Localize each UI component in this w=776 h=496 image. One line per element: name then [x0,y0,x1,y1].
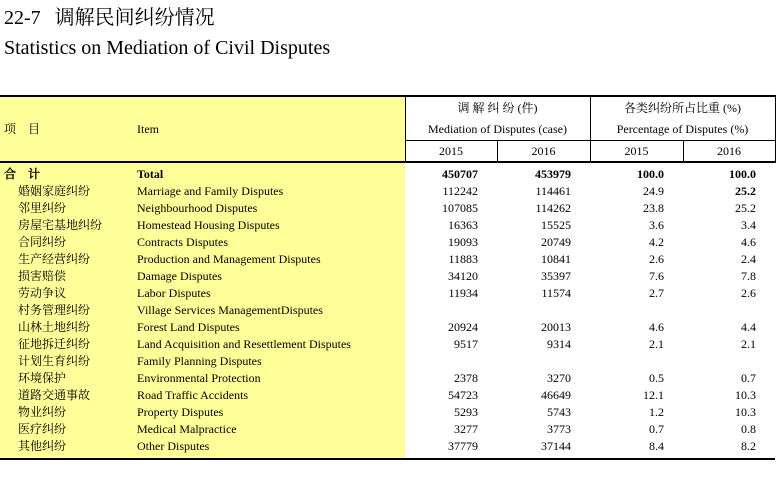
pct-2016-cell: 0.8 [741,421,756,436]
item-cn-cell: 生产经营纠纷 [0,250,133,267]
pct-2016-cell [683,352,775,369]
item-en-cell: Family Planning Disputes [133,352,405,369]
cases-2015-cell: 11934 [448,285,478,300]
table-row [0,216,775,233]
cases-2016-cell: 37144 [541,438,571,453]
item-en-cell: Damage Disputes [133,267,405,284]
item-en-cell: Land Acquisition and Resettlement Disputes [133,335,405,352]
item-en-cell: Marriage and Family Disputes [133,182,405,199]
item-en-cell: Property Disputes [133,403,405,420]
item-cn-cell: 婚姻家庭纠纷 [0,182,133,199]
spacer-cell [497,454,590,459]
table-number: 22-7 [4,7,41,29]
cases-2015-cell: 34120 [448,268,478,283]
item-en-cell: Labor Disputes [133,284,405,301]
item-cn-cell: 道路交通事故 [0,386,133,403]
table-row [0,250,775,267]
header-year-pct-2015: 2015 [590,140,683,162]
pct-2015-cell: 4.2 [649,234,664,249]
cases-2015-cell: 19093 [448,234,478,249]
item-en-cell: Total [133,165,405,182]
pct-2016-cell: 10.3 [735,387,756,402]
cases-2016-cell: 20013 [541,319,571,334]
item-cn-cell: 征地拆迁纠纷 [0,335,133,352]
pct-2015-cell [590,352,683,369]
spacer-cell [0,454,133,459]
table-row [0,233,775,250]
header-year-cases-2016: 2016 [497,140,590,162]
pct-2016-cell: 100.0 [729,166,756,181]
pct-2015-cell: 3.6 [649,217,664,232]
item-en-cell: Contracts Disputes [133,233,405,250]
cases-2016-cell: 3773 [547,421,571,436]
header-percentage-en: Percentage of Disputes (%) [590,118,775,140]
header-item-en: Item [133,96,405,162]
pct-2016-cell: 4.6 [741,234,756,249]
table-row [0,352,775,369]
table-body [0,162,775,459]
pct-2015-cell: 8.4 [649,438,664,453]
item-cn-cell: 村务管理纠纷 [0,301,133,318]
cases-2016-cell: 9314 [547,336,571,351]
table-row [0,284,775,301]
item-cn-cell: 合 计 [0,165,133,182]
item-cn-cell: 合同纠纷 [0,233,133,250]
table-subtitle-en: Statistics on Mediation of Civil Disputes [4,37,331,59]
table-row [0,386,775,403]
spacer-cell [405,454,497,459]
pct-2016-cell: 25.2 [735,183,756,198]
cases-2015-cell: 11883 [448,251,478,266]
pct-2016-cell: 10.3 [735,404,756,419]
pct-2016-cell: 7.8 [741,268,756,283]
cases-2016-cell: 15525 [541,217,571,232]
table-row [0,182,775,199]
item-en-cell: Village Services ManagementDisputes [133,301,405,318]
item-en-cell: Medical Malpractice [133,420,405,437]
cases-2015-cell [405,352,497,369]
pct-2015-cell: 2.6 [649,251,664,266]
item-en-cell: Production and Management Disputes [133,250,405,267]
pct-2015-cell: 4.6 [649,319,664,334]
pct-2016-cell: 2.4 [741,251,756,266]
cases-2015-cell: 3277 [454,421,478,436]
cases-2015-cell: 5293 [454,404,478,419]
table-title [4,5,215,31]
table-row [0,318,775,335]
pct-2016-cell: 8.2 [741,438,756,453]
item-en-cell: Neighbourhood Disputes [133,199,405,216]
item-en-cell: Forest Land Disputes [133,318,405,335]
header-row-group [0,96,775,118]
pct-2016-cell [683,301,775,318]
pct-2016-cell: 3.4 [741,217,756,232]
pct-2016-cell: 2.6 [741,285,756,300]
cases-2015-cell: 107085 [442,200,478,215]
pct-2015-cell: 23.8 [643,200,664,215]
item-cn-cell: 医疗纠纷 [0,420,133,437]
cases-2016-cell: 20749 [541,234,571,249]
pct-2015-cell: 12.1 [643,387,664,402]
cases-2015-cell: 37779 [448,438,478,453]
header-year-pct-2016: 2016 [683,140,775,162]
table-row [0,301,775,318]
pct-2015-cell: 24.9 [643,183,664,198]
pct-2016-cell: 0.7 [741,370,756,385]
table-row [0,267,775,284]
header-mediation-cn: 调 解 纠 纷 (件) [405,96,590,118]
header-year-cases-2015: 2015 [405,140,497,162]
body-spacer-bottom [0,454,775,459]
item-en-cell: Road Traffic Accidents [133,386,405,403]
item-cn-cell: 邻里纠纷 [0,199,133,216]
pct-2015-cell: 7.6 [649,268,664,283]
cases-2016-cell: 46649 [541,387,571,402]
item-cn-cell: 其他纠纷 [0,437,133,454]
cases-2015-cell: 54723 [448,387,478,402]
item-cn-cell: 计划生育纠纷 [0,352,133,369]
table-row [0,420,775,437]
pct-2015-cell: 2.1 [649,336,664,351]
spacer-cell [590,454,683,459]
pct-2016-cell: 2.1 [741,336,756,351]
item-cn-cell: 物业纠纷 [0,403,133,420]
total-row [0,165,775,182]
cases-2016-cell [497,301,590,318]
cases-2016-cell: 114461 [535,183,571,198]
table-row [0,199,775,216]
spacer-cell [683,454,775,459]
cases-2015-cell: 20924 [448,319,478,334]
spacer-cell [133,454,405,459]
pct-2015-cell: 1.2 [649,404,664,419]
table-header [0,96,775,162]
cases-2016-cell: 35397 [541,268,571,283]
cases-2015-cell: 16363 [448,217,478,232]
cases-2015-cell: 450707 [442,166,478,181]
cases-2015-cell: 112242 [442,183,478,198]
pct-2015-cell: 100.0 [637,166,664,181]
table-row [0,403,775,420]
header-item-cn: 项 目 [0,96,133,162]
table-row [0,369,775,386]
pct-2015-cell: 2.7 [649,285,664,300]
header-percentage-cn: 各类纠纷所占比重 (%) [590,96,775,118]
item-cn-cell: 劳动争议 [0,284,133,301]
item-en-cell: Other Disputes [133,437,405,454]
item-cn-cell: 损害赔偿 [0,267,133,284]
table-row [0,437,775,454]
pct-2016-cell: 4.4 [741,319,756,334]
item-cn-cell: 山林土地纠纷 [0,318,133,335]
table-row [0,335,775,352]
cases-2016-cell: 3270 [547,370,571,385]
cases-2015-cell: 9517 [454,336,478,351]
cases-2016-cell: 11574 [541,285,571,300]
cases-2016-cell: 114262 [535,200,571,215]
item-en-cell: Homestead Housing Disputes [133,216,405,233]
item-cn-cell: 房屋宅基地纠纷 [0,216,133,233]
cases-2016-cell [497,352,590,369]
table-title-cn: 调解民间纠纷情况 [54,7,215,29]
cases-2016-cell: 10841 [541,251,571,266]
cases-2016-cell: 453979 [535,166,571,181]
item-cn-cell: 环境保护 [0,369,133,386]
pct-2016-cell: 25.2 [735,200,756,215]
cases-2015-cell: 2378 [454,370,478,385]
pct-2015-cell: 0.7 [649,421,664,436]
cases-2016-cell: 5743 [547,404,571,419]
pct-2015-cell: 0.5 [649,370,664,385]
pct-2015-cell [590,301,683,318]
item-en-cell: Environmental Protection [133,369,405,386]
mediation-statistics-table [0,95,776,460]
cases-2015-cell [405,301,497,318]
header-mediation-en: Mediation of Disputes (case) [405,118,590,140]
